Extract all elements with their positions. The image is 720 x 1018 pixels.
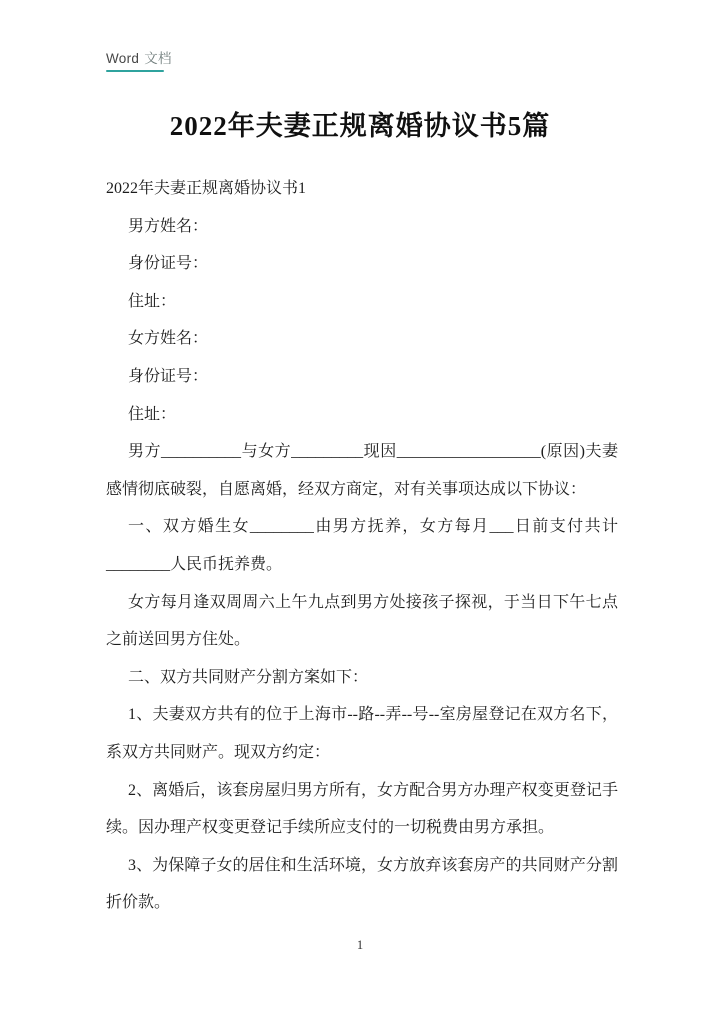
brand-accent-underline [106, 70, 164, 72]
brand [106, 47, 172, 67]
paragraph: 2、离婚后，该套房屋归男方所有，女方配合男方办理产权变更登记手续。因办理产权变更登记手续所应支付的一切税费由男方承担。 [106, 781, 618, 837]
paragraph: 女方姓名： [128, 330, 209, 348]
paragraph: 3、为保障子女的居住和生活环境，女方放弃该套房产的共同财产分割折价款。 [106, 856, 618, 912]
document-body [106, 170, 618, 922]
paragraph: 男方__________与女方_________现因__________________(原因)夫妻感情彻底破裂，自愿离婚，经双方商定，对有关事项达成以下协议： [106, 443, 618, 498]
paragraph: 二、双方共同财产分割方案如下： [128, 668, 369, 686]
paragraph: 2022年夫妻正规离婚协议书1 [106, 180, 307, 197]
paragraph: 女方每月逢双周周六上午九点到男方处接孩子探视，于当日下午七点之前送回男方住处。 [106, 593, 618, 649]
brand-word-label: Word [106, 51, 140, 66]
paragraph: 住址： [128, 405, 177, 423]
paragraph: 一、双方婚生女________由男方抚养，女方每月___日前支付共计________人民币抚养费。 [106, 518, 618, 573]
paragraph: 身份证号： [128, 255, 209, 273]
page-number: 1 [356, 938, 364, 952]
paragraph: 男方姓名： [128, 217, 209, 235]
paragraph: 1、夫妻双方共有的位于上海市--路--弄--号--室房屋登记在双方名下，系双方共同财产。现双方约定： [106, 706, 618, 761]
paragraph: 身份证号： [128, 367, 209, 385]
document-title: 2022年夫妻正规离婚协议书5篇 [169, 111, 551, 141]
brand-doc-label: 文档 [144, 51, 172, 66]
paragraph: 住址： [128, 292, 177, 310]
